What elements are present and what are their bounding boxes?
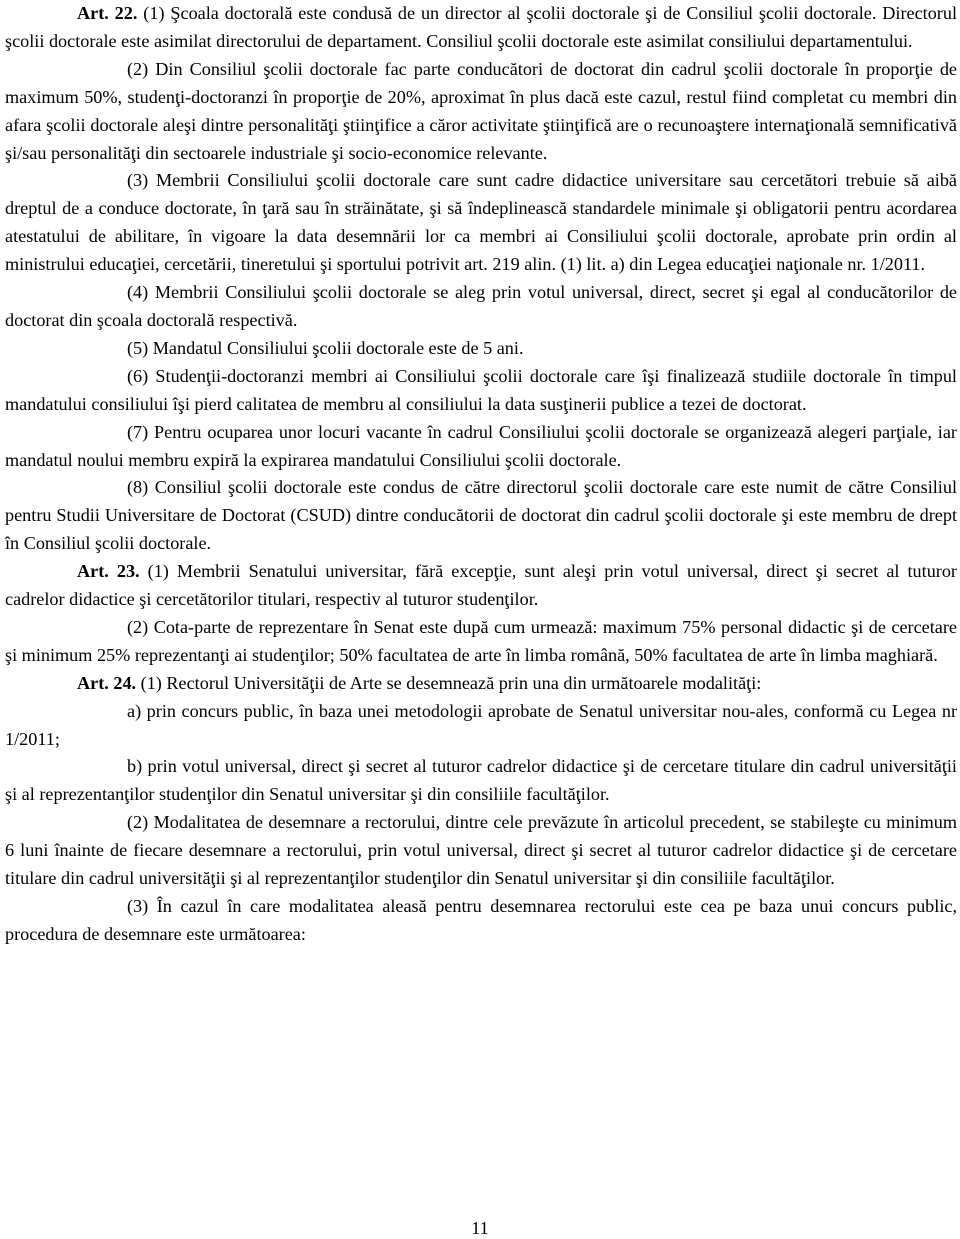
page-number: 11 <box>471 1218 489 1238</box>
paragraph-text: (7) Pentru ocuparea unor locuri vacante în cadrul Consiliului şcolii doctorale se organizează alegeri parţiale, iar mandatul noului membru expiră la expirarea mandatului Consiliului şcolii doctorale. <box>5 421 957 470</box>
article-label: Art. 24. <box>77 672 137 693</box>
paragraph-text: (6) Studenţii-doctoranzi membri ai Consiliului şcolii doctorale care îşi finalizează studiile doctorale în timpul mandatului consiliului îşi pierd calitatea de membru al consiliului la data susţinerii publice a tezei de doctorat. <box>5 365 957 414</box>
paragraph-text: (4) Membrii Consiliului şcolii doctorale se aleg prin votul universal, direct, secret şi egal al conducătorilor de doctorat din şcoala doctorală respectivă. <box>5 282 957 330</box>
paragraph-art22-6 <box>5 363 957 419</box>
paragraph-art22-2 <box>5 56 957 168</box>
document-body <box>5 0 957 949</box>
paragraph-text: (8) Consiliul şcolii doctorale este condus de către directorul şcolii doctorale care este numit de către Consiliul pentru Studii Universitare de Doctorat (CSUD) dintre conducătorii de doctorat din cadrul şcolii doctorale şi este membru de drept în Consiliul şcolii doctorale. <box>5 477 957 554</box>
paragraph-art22-7 <box>5 419 957 475</box>
paragraph-text: a) prin concurs public, în baza unei metodologii aprobate de Senatul universitar nou-ales, conformă cu Legea nr 1/2011; <box>5 700 957 749</box>
paragraph-art24-1b <box>5 753 957 809</box>
paragraph-art22-3 <box>5 167 957 279</box>
article-label: Art. 22. <box>77 3 138 23</box>
paragraph-art22-1 <box>5 0 957 56</box>
paragraph-art23-2 <box>5 614 957 670</box>
paragraph-text: (3) Membrii Consiliului şcolii doctorale care sunt cadre didactice universitare sau cercetători trebuie să aibă dreptul de a conduce doctorate, în ţară sau în străinătate, şi să îndeplinească standardele minimale şi obligatorii pentru acordarea atestatului de abilitare, în vigoare la data desemnării lor ca membri ai Consiliului şcolii doctorale, aprobate prin ordin al ministrului educaţiei, cercetării, tineretului şi sportului potrivit art. 219 alin. (1) lit. a) din Legea educaţiei naţionale nr. 1/2011. <box>5 170 957 275</box>
paragraph-art22-4 <box>5 279 957 335</box>
paragraph-text: (2) Cota-parte de reprezentare în Senat este după cum urmează: maximum 75% personal didactic şi de cercetare şi minimum 25% reprezentanţi ai studenţilor; 50% facultatea de arte în limba română, 50% facultatea de arte în limba maghiară. <box>5 616 957 665</box>
paragraph-art24-1 <box>5 670 957 698</box>
paragraph-text: (1) Rectorul Universităţii de Arte se desemnează prin una din următoarele modalităţi: <box>136 672 762 693</box>
paragraph-text: (5) Mandatul Consiliului şcolii doctorale este de 5 ani. <box>127 337 524 358</box>
paragraph-art22-5 <box>5 335 957 363</box>
paragraph-art24-3 <box>5 893 957 949</box>
paragraph-text: (2) Modalitatea de desemnare a rectorului, dintre cele prevăzute în articolul precedent, se stabileşte cu minimum 6 luni înainte de fiecare desemnare a rectorului, prin votul universal, direct şi secret al tuturor cadrelor didactice şi de cercetare titulare din cadrul universităţii şi al reprezentanţilor studenţilor din Senatul universitar şi din consiliile facultăţilor. <box>5 812 957 889</box>
paragraph-text: (2) Din Consiliul şcolii doctorale fac parte conducători de doctorat din cadrul şcolii doctorale în proporţie de maximum 50%, studenţi-doctoranzi în proporţie de 20%, aproximat în plus dacă este cazul, restul fiind completat cu membri din afara şcolii doctorale aleşi dintre personalităţi ştiinţifice a căror activitate ştiinţifică are o recunoaştere internaţională semnificativă şi/sau personalităţi din sectoarele industriale şi socio-economice relevante. <box>5 58 957 163</box>
paragraph-text: b) prin votul universal, direct şi secret al tuturor cadrelor didactice şi de cercetare titulare din cadrul universităţii şi al reprezentanţilor studenţilor din Senatul universitar şi din consiliile facultăţilor. <box>5 756 957 805</box>
paragraph-art24-1a <box>5 698 957 754</box>
paragraph-art23-1 <box>5 558 957 614</box>
paragraph-text: (1) Membrii Senatului universitar, fără excepţie, sunt aleşi prin votul universal, direct şi secret al tuturor cadrelor didactice şi cercetătorilor titulari, respectiv al tuturor studenţilor. <box>5 561 957 610</box>
article-label: Art. 23. <box>77 561 140 582</box>
paragraph-art22-8 <box>5 474 957 558</box>
paragraph-text: (3) În cazul în care modalitatea aleasă pentru desemnarea rectorului este cea pe baza unui concurs public, procedura de desemnare este următoarea: <box>5 896 957 944</box>
paragraph-art24-2 <box>5 809 957 893</box>
paragraph-text: (1) Şcoala doctorală este condusă de un director al şcolii doctorale şi de Consiliul şcolii doctorale. Directorul şcolii doctorale este asimilat directorului de departament. Consiliul şcolii doctorale este asimilat consiliului departamentului. <box>5 3 957 51</box>
